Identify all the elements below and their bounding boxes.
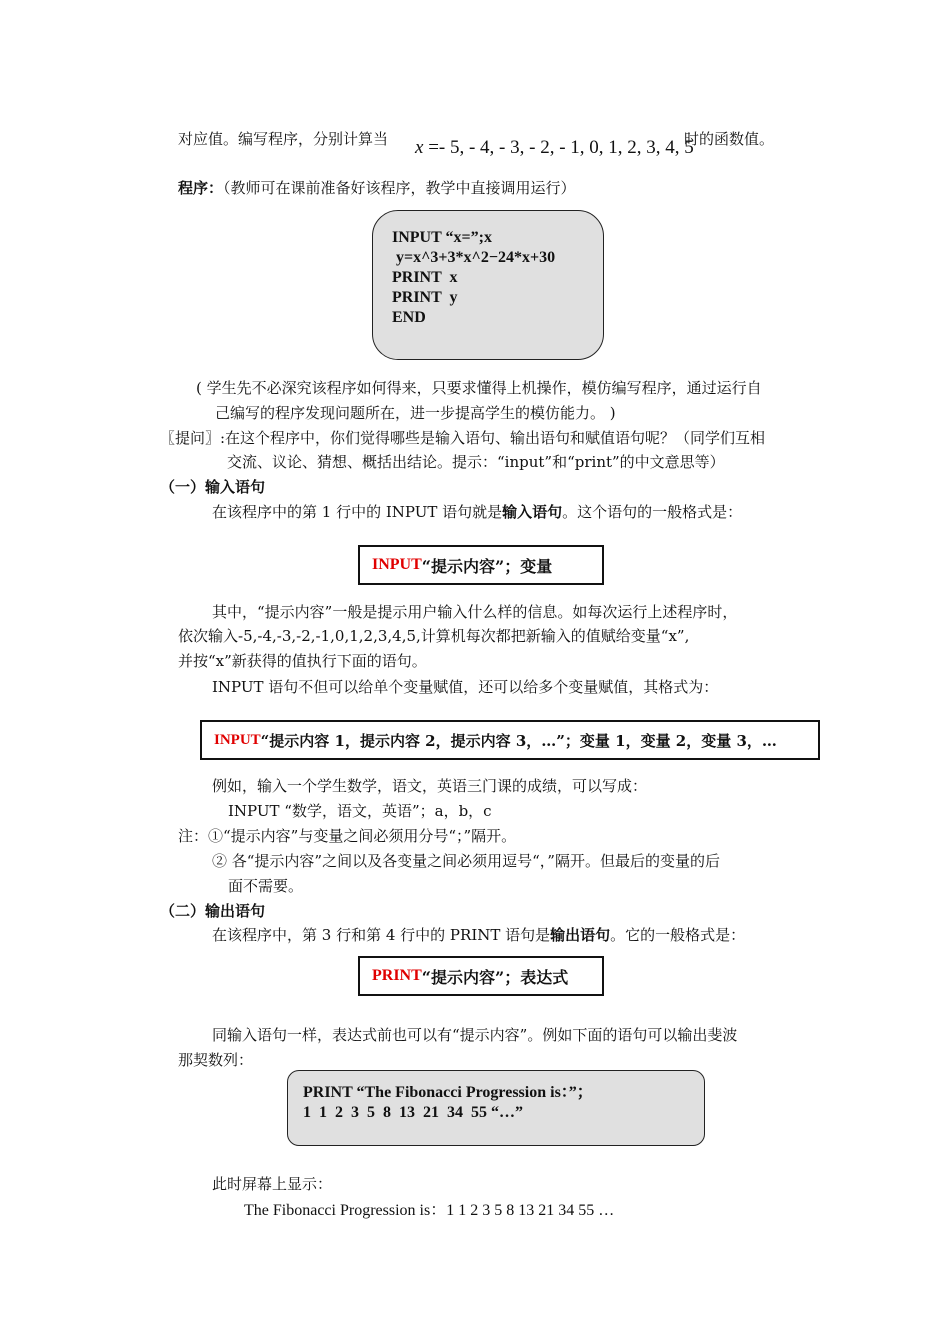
input-multi-format-box [200,720,820,760]
program-code-box [372,210,604,360]
text-span: 在该程序中，第 3 行和第 4 行中的 PRINT 语句是 [212,926,551,944]
section1-paragraph-2-line-1: 其中，“提示内容”一般是提示用户输入什么样的信息。如每次运行上述程序时， [212,603,738,621]
text-span: 。这个语句的一般格式是： [562,503,743,521]
section2-paragraph-2-line-2: 那契数列： [178,1051,254,1069]
screen-output: The Fibonacci Progression is：1 1 2 3 5 8 13 21 34 55 … [244,1202,615,1219]
screen-label: 此时屏幕上显示： [212,1175,333,1193]
example-code: INPUT “数学，语文，英语”；a，b，c [228,802,492,820]
program-label: 程序： [178,179,224,197]
code-line: INPUT “x=”;x [392,229,492,246]
note-2-line-1: ② 各“提示内容”之间以及各变量之间必须用逗号“，”隔开。但最后的变量的后 [212,852,720,870]
bold-term: 输入语句 [502,503,563,521]
print-format-box [358,956,604,996]
format-text: “提示内容”；表达式 [421,967,569,987]
teacher-note-line-1: ( 学生先不必深究该程序如何得来，只要求懂得上机操作，模仿编写程序，通过运行自 [196,379,762,397]
note-1: 注：①“提示内容”与变量之间必须用分号“；”隔开。 [178,827,517,845]
program-heading [178,177,576,198]
equation-values: =- 5, - 4, - 3, - 2, - 1, 0, 1, 2, 3, 4, 5 [423,137,694,158]
format-text: “提示内容”；变量 [421,556,553,576]
format-keyword: PRINT [372,967,422,984]
format-text: “提示内容 1，提示内容 2，提示内容 3，…”；变量 1，变量 2，变量 3，… [260,731,777,750]
code-line: END [392,309,426,326]
question-line-1: 〖提问〗:在这个程序中，你们觉得哪些是输入语句、输出语句和赋值语句呢？（同学们互相 [160,429,766,447]
intro-suffix: 时的函数值。 [684,130,775,148]
section1-paragraph-3: INPUT 语句不但可以给单个变量赋值，还可以给多个变量赋值，其格式为： [212,678,719,696]
example-line: 例如，输入一个学生数学，语文，英语三门课的成绩，可以写成： [212,777,648,795]
code-line: PRINT “The Fibonacci Progression is：”； [303,1084,593,1101]
equation [415,137,694,159]
section2-paragraph-2-line-1: 同输入语句一样，表达式前也可以有“提示内容”。例如下面的语句可以输出斐波 [212,1026,738,1044]
question-line-2: 交流、议论、猜想、概括出结论。提示：“input”和“print”的中文意思等） [227,453,725,471]
note-2-line-2: 面不需要。 [228,877,304,895]
code-line: y=x^3+3*x^2−24*x+30 [392,249,556,266]
text-span: 。它的一般格式是： [610,926,746,944]
equation-var: x [415,137,424,158]
text-span: 在该程序中的第 1 行中的 INPUT 语句就是 [212,503,503,521]
intro-line [178,128,388,149]
section1-heading: （一）输入语句 [160,478,266,496]
section1-paragraph-2-line-2: 依次输入-5,-4,-3,-2,-1,0,1,2,3,4,5,计算机每次都把新输入的值赋给变量“x”, [178,627,690,645]
teacher-note-line-2: 己编写的程序发现问题所在，进一步提高学生的模仿能力。 ) [215,404,616,422]
section1-paragraph-2-line-3: 并按“x”新获得的值执行下面的语句。 [178,652,427,670]
fibonacci-code-box [287,1070,705,1146]
section2-heading: （二）输出语句 [160,902,266,920]
intro-prefix: 对应值。编写程序，分别计算当 [178,130,389,148]
code-line: 1 1 2 3 5 8 13 21 34 55 “…” [303,1104,523,1121]
format-keyword: INPUT [214,731,261,748]
program-note: （教师可在课前准备好该程序，教学中直接调用运行） [223,179,576,197]
section2-paragraph-1 [212,924,745,945]
format-keyword: INPUT [372,556,422,573]
code-line: PRINT y [392,289,458,306]
input-format-box [358,545,604,585]
code-line: PRINT x [392,269,458,286]
bold-term: 输出语句 [550,926,611,944]
section1-paragraph-1 [212,501,742,522]
